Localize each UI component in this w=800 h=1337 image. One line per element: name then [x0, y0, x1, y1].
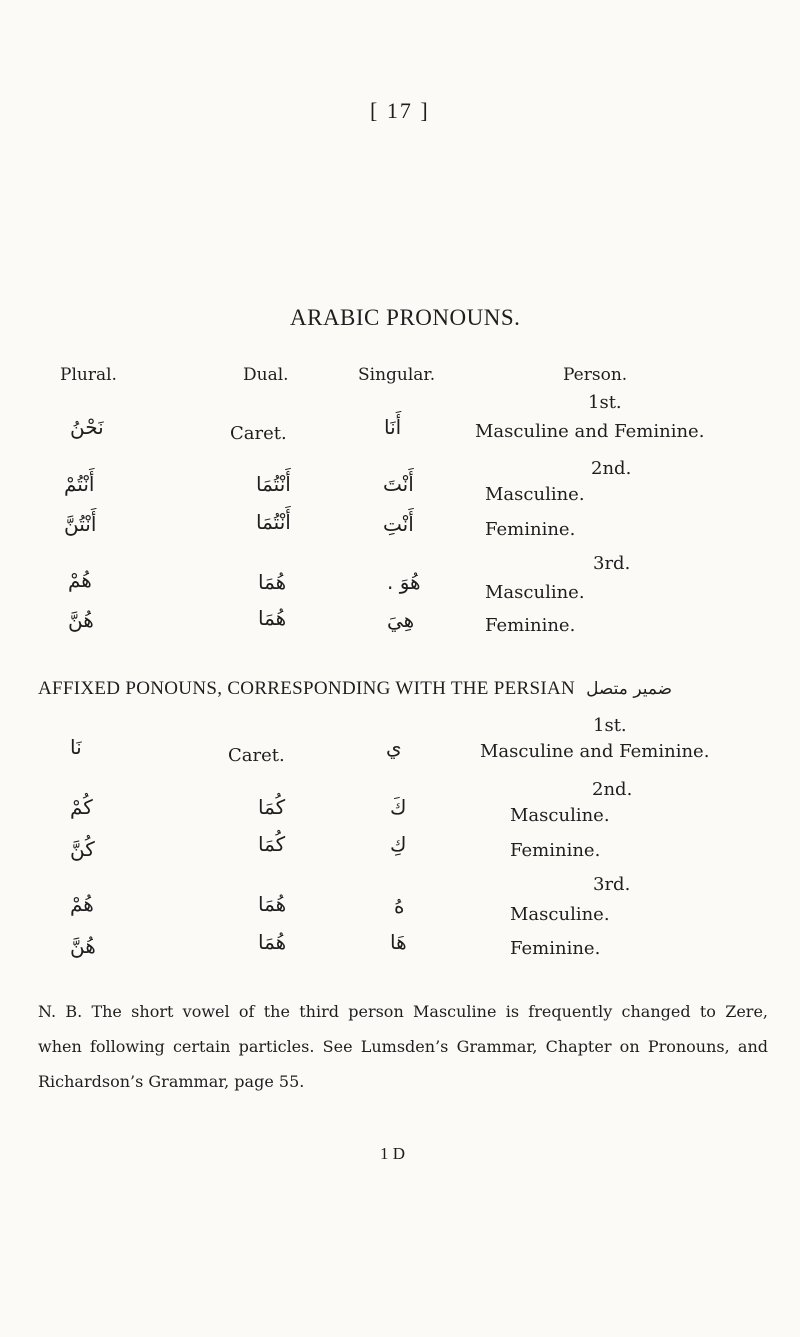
page-title: ARABIC PRONOUNS. — [290, 305, 521, 330]
t2-second-masc-dual: كُمَا — [258, 795, 286, 819]
second-fem-singular: أَنْتِ — [383, 512, 414, 536]
t2-second-masc-singular: كَ — [390, 795, 407, 819]
t2-first-dual: Caret. — [228, 745, 285, 766]
second-masc-dual: أَنْتُمَا — [256, 472, 291, 496]
footnote-line-2: when following certain particles. See Lumsden’s Grammar, Chapter on Pronouns, and — [38, 1037, 768, 1056]
second-fem-label: Feminine. — [485, 519, 576, 540]
signature-mark: 1 D — [380, 1144, 406, 1163]
t2-third-fem-singular: هَا — [390, 930, 407, 954]
t2-third-masc-plural: هُمْ — [70, 892, 94, 916]
t2-second-fem-label: Feminine. — [510, 840, 601, 861]
t2-second-fem-dual: كُمَا — [258, 832, 286, 856]
first-person-heading: 1st. — [588, 392, 622, 413]
header-singular: Singular. — [358, 365, 436, 385]
t2-first-label: Masculine and Feminine. — [480, 741, 710, 762]
header-dual: Dual. — [243, 365, 289, 385]
second-heading: 2nd. — [591, 458, 632, 479]
footnote-line-1: N. B. The short vowel of the third person Masculine is frequently changed to Zere, — [38, 1002, 768, 1021]
t2-third-masc-singular: هُ — [394, 894, 405, 918]
subtitle-text: AFFIXED PONOUNS, CORRESPONDING WITH THE PERSIAN — [38, 678, 575, 699]
second-masc-label: Masculine. — [485, 484, 585, 505]
page-number: [ 17 ] — [370, 98, 430, 123]
t2-first-singular: ي — [386, 735, 402, 759]
t2-second-masc-plural: كُمْ — [70, 795, 93, 819]
third-masc-plural: هُمْ — [68, 568, 92, 592]
t2-second-fem-singular: كِ — [390, 832, 407, 856]
t2-third-masc-label: Masculine. — [510, 904, 610, 925]
section-subtitle — [38, 678, 672, 700]
first-label: Masculine and Feminine. — [475, 421, 705, 442]
third-masc-dual: هُمَا — [258, 570, 287, 594]
t2-first-plural: نَا — [70, 735, 82, 759]
third-masc-singular: هُوَ . — [387, 570, 421, 594]
third-fem-singular: هِيَ — [387, 608, 415, 632]
third-masc-label: Masculine. — [485, 582, 585, 603]
t2-second-heading: 2nd. — [592, 779, 633, 800]
t2-third-heading: 3rd. — [593, 874, 631, 895]
first-singular: أَنَا — [384, 415, 402, 439]
third-heading: 3rd. — [593, 553, 631, 574]
footnote — [38, 994, 768, 1099]
t2-third-fem-label: Feminine. — [510, 938, 601, 959]
t2-third-masc-dual: هُمَا — [258, 892, 287, 916]
third-fem-plural: هُنَّ — [68, 608, 94, 632]
t2-second-masc-label: Masculine. — [510, 805, 610, 826]
subtitle-arabic: ضمیر متصل — [586, 679, 673, 699]
t2-second-fem-plural: كُنَّ — [70, 837, 95, 861]
third-fem-dual: هُمَا — [258, 606, 287, 630]
t2-first-heading: 1st. — [593, 715, 627, 736]
header-plural: Plural. — [60, 365, 117, 385]
header-person: Person. — [563, 365, 628, 385]
third-fem-label: Feminine. — [485, 615, 576, 636]
first-plural: نَحْنُ — [70, 415, 104, 439]
first-dual: Caret. — [230, 423, 287, 444]
second-fem-plural: أَنْتُنَّ — [64, 512, 97, 536]
t2-third-fem-dual: هُمَا — [258, 930, 287, 954]
t2-third-fem-plural: هُنَّ — [70, 934, 96, 958]
second-masc-singular: أَنْتَ — [383, 472, 414, 496]
second-fem-dual: أَنْتُمَا — [256, 510, 291, 534]
second-masc-plural: أَنْتُمْ — [64, 472, 95, 496]
footnote-line-3: Richardson’s Grammar, page 55. — [38, 1072, 305, 1091]
